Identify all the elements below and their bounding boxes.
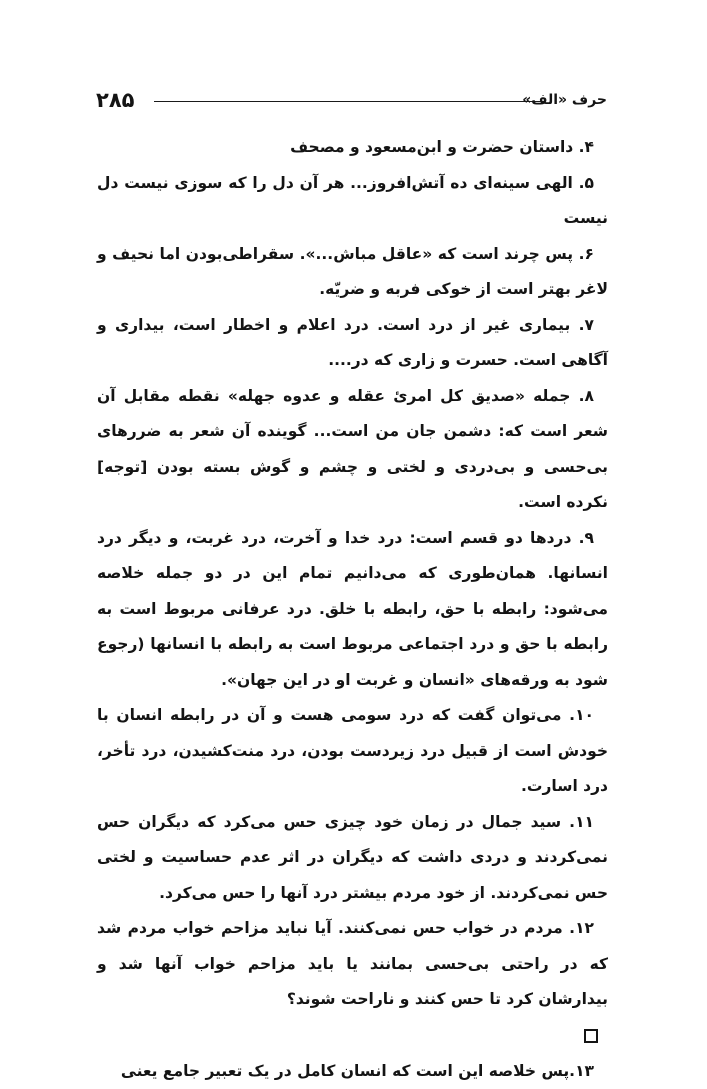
note-9: ۹. دردها دو قسم است: درد خدا و آخرت، درد غربت، و دیگر درد انسانها. همان‌طوری که می‌دانیم تمام این در دو جمله خلاصه می‌شود: رابطه با حق، رابطه با خلق. درد عرفانی مربوط است به رابطه با حق و درد اجتماعی مربوط است به رابطه با انسانها (رجوع شود به ورقه‌های «انسان و غربت او در این جهان».: [97, 521, 608, 699]
note-12: ۱۲. مردم در خواب حس نمی‌کنند. آیا نباید مزاحم خواب مردم شد که در راحتی بی‌حسی بمانند یا باید مزاحم خواب آنها شد و بیدارشان کرد تا حس کنند و ناراحت شوند؟: [97, 911, 608, 1018]
note-13: ۱۳.پس خلاصه این است که انسان کامل در یک تعبیر جامع یعنی: [97, 1054, 608, 1089]
running-header: [96, 88, 607, 112]
note-7: ۷. بیماری غیر از درد است. درد اعلام و اخطار است، بیداری و آگاهی است. حسرت و زاری که در....: [97, 308, 608, 379]
note-6: ۶. پس چرند است که «عاقل مباش...». سقراطی‌بودن اما نحیف و لاغر بهتر است از خوکی فربه و ضریّه.: [97, 237, 608, 308]
running-title: حرف «الف»: [522, 88, 607, 112]
note-5: ۵. الهی سینه‌ای ده آتش‌افروز... هر آن دل را که سوزی نیست دل نیست: [97, 166, 608, 237]
page-body: [97, 130, 608, 1089]
note-10: ۱۰. می‌توان گفت که درد سومی هست و آن در رابطه انسان با خودش است از قبیل درد زیردست بودن، درد منت‌کشیدن، درد تأخر، درد اسارت.: [97, 698, 608, 805]
page-number: ۲۸۵: [96, 88, 134, 112]
note-11: ۱۱. سید جمال در زمان خود چیزی حس می‌کرد که دیگران حس نمی‌کردند و دردی داشت که دیگران در اثر عدم حساسیت و لختی حس نمی‌کردند. از خود مردم بیشتر درد آنها را حس می‌کرد.: [97, 805, 608, 912]
header-rule: [154, 101, 545, 102]
square-end-mark-icon: [584, 1029, 598, 1043]
note-4: ۴. داستان حضرت و ابن‌مسعود و مصحف: [97, 130, 608, 166]
section-end-mark: [97, 1018, 608, 1054]
note-8: ۸. جمله «صدیق کل امرئ عقله و عدوه جهله» نقطه مقابل آن شعر است که: دشمن جان من است... گوینده آن شعر به ضررهای بی‌حسی و بی‌دردی و لختی و چشم و گوش بسته بودن [توجه] نکرده است.: [97, 379, 608, 521]
